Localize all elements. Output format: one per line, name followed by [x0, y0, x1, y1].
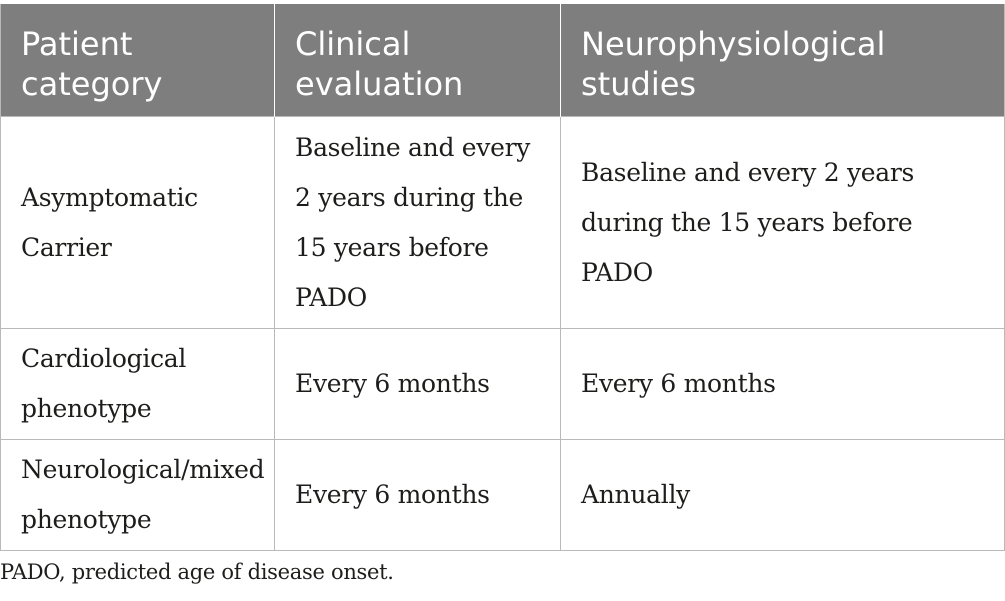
header-patient-category: Patient category: [1, 4, 275, 117]
cell-patient-category: Cardiological phenotype: [1, 329, 275, 440]
cell-neurophysiological-studies: Baseline and every 2 years during the 15 years before PADO: [561, 117, 1005, 329]
table-row: [1, 440, 1005, 551]
table-body: [1, 117, 1005, 551]
cell-clinical-evaluation: Baseline and every 2 years during the 15 years before PADO: [275, 117, 561, 329]
header-row: [1, 4, 1005, 117]
cell-clinical-evaluation: Every 6 months: [275, 329, 561, 440]
cell-neurophysiological-studies: Every 6 months: [561, 329, 1005, 440]
monitoring-table-container: [0, 4, 1004, 551]
cell-patient-category: Neurological/mixed phenotype: [1, 440, 275, 551]
table-row: [1, 117, 1005, 329]
header-clinical-evaluation: Clinical evaluation: [275, 4, 561, 117]
table-row: [1, 329, 1005, 440]
header-neurophysiological-studies: Neurophysiological studies: [561, 4, 1005, 117]
table-header: [1, 4, 1005, 117]
cell-clinical-evaluation: Every 6 months: [275, 440, 561, 551]
table-footnote: PADO, predicted age of disease onset.: [0, 560, 394, 584]
cell-patient-category: Asymptomatic Carrier: [1, 117, 275, 329]
monitoring-table: [0, 4, 1005, 551]
cell-neurophysiological-studies: Annually: [561, 440, 1005, 551]
